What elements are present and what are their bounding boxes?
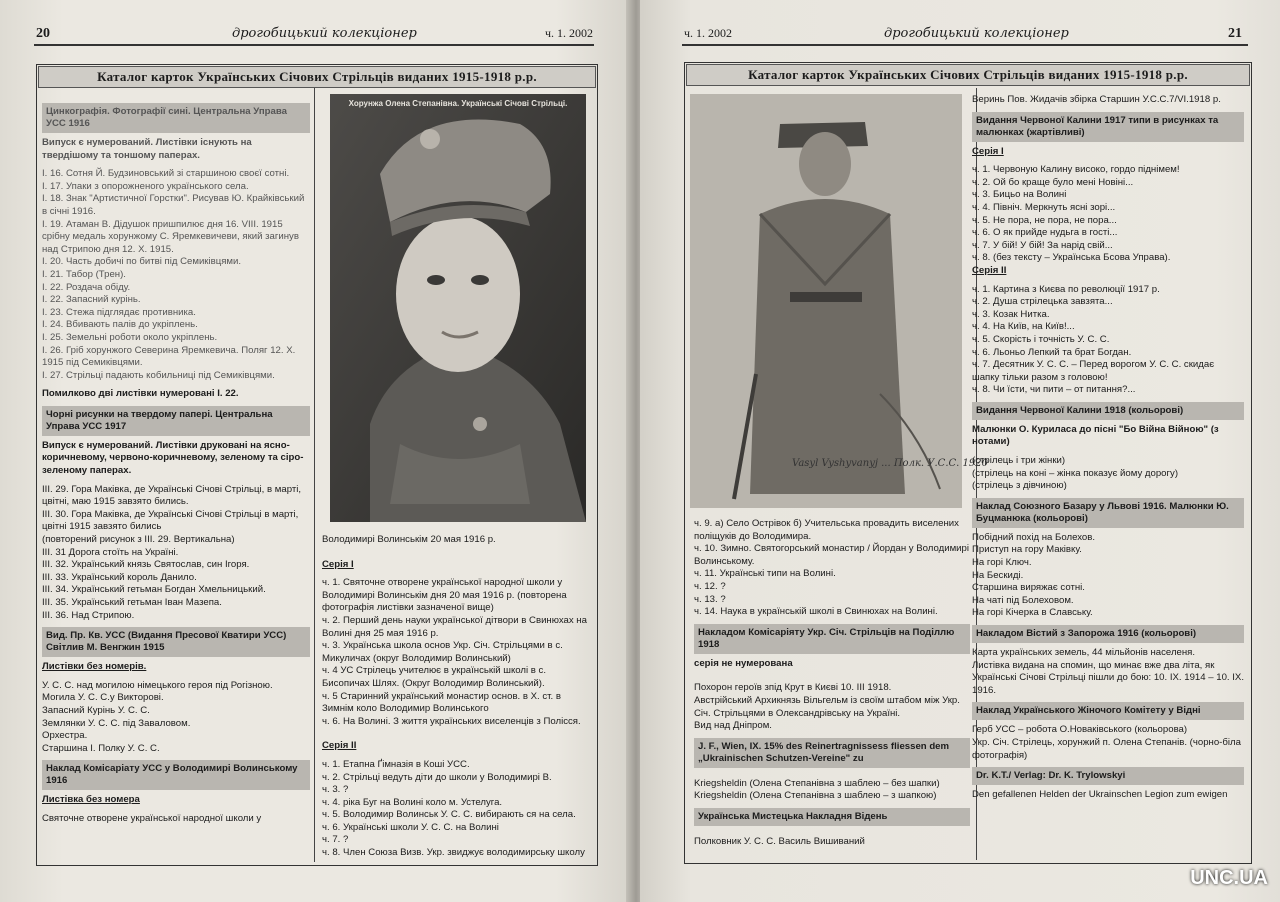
section-heading: Накладом Комісаріяту Укр. Січ. Стрільців на Поділлю 1918 [694, 624, 970, 654]
list-item: І. 22. Запасний курінь. [42, 294, 141, 306]
section-heading: Наклад Союзного Базару у Львові 1916. Малюнки Ю. Буцманюка (кольорові) [972, 498, 1244, 528]
journal-name: дрогобицький колекціонер [232, 26, 417, 41]
section-heading: Накладом Вістий з Запорожа 1916 (кольорові) [972, 625, 1244, 643]
right-column-2 [972, 94, 1244, 802]
list-item: ч. 6. Українські школи У. С. С. на Волині [322, 821, 499, 833]
issue-label: ч. 1. 2002 [545, 26, 594, 40]
list-item: Австрійський Архикнязь Вільгельм із своїм штабом між Укр. Січ. Стрільцями в Олександрівську на Україні. [694, 694, 960, 719]
subsection-label: серія не нумерована [694, 657, 793, 669]
list-item: ч. 5. Володимир Волинськ У. С. С. вибирають ся на села. [322, 809, 576, 821]
item-list [694, 682, 970, 732]
list-item: ІІІ. 31 Дорога стоїть на Україні. [42, 546, 179, 558]
list-item: І. 20. Часть добичі по битві під Семиківцями. [42, 256, 242, 268]
section-heading: Чорні рисунки на твердому папері. Центральна Управа УСС 1917 [42, 406, 310, 436]
list-item: Запасний Курінь У. С. С. [42, 704, 150, 716]
list-item: ч. 1. Картина з Києва по революції 1917 р. [972, 283, 1160, 295]
list-item: Орхестра. [42, 730, 88, 742]
series-label: Серія І [322, 558, 354, 570]
list-item: ч. 10. Зимно. Святогорський монастир / Йордан у Володимирі Волинському. [694, 543, 969, 567]
list-item: Kriegsheldin (Олена Степанівна з шаблею – без шапки) [694, 777, 940, 789]
right-column-1 [694, 518, 970, 849]
list-item: ч. 2. Стрільці ведуть діти до школи у Володимирі В. [322, 771, 552, 783]
item-list [972, 532, 1244, 620]
list-item: ч. 5 Старинний український монастир основ. в X. ст. в Зимнім коло Володимир Волинського [322, 690, 561, 715]
list-item: І. 26. Гріб хорунжого Северина Яремкевича. Поляг 12. X. 1915 під Семиківцями. [42, 344, 296, 369]
list-item: ч. 5. Не пора, не пора, не пора... [972, 214, 1117, 226]
item-list [972, 455, 1244, 493]
list-item: ч. 6. На Волині. З життя українських виселенців з Полісся. [322, 715, 581, 727]
list-item: Карта українських земель, 44 мільйонів населеня. [972, 647, 1196, 658]
list-item: На Бескиді. [972, 569, 1024, 581]
section-heading: Українська Мистецька Накладня Відень [694, 808, 970, 826]
left-page [0, 0, 632, 902]
list-item: ч. 4 УС Стрілець учителює в українській школі в с. Бисопичах Шлях. (Округ Володимир Волинський). [322, 665, 546, 689]
list-item: (повторений рисунок з ІІІ. 29. Вертикальна) [42, 534, 235, 546]
list-item: ІІІ. 32. Український князь Святослав, син Ігоря. [42, 559, 250, 571]
photo-caption: Хорунжа Олена Степанівна. Українські Січові Стрільці. [348, 99, 568, 108]
column-divider [314, 88, 315, 862]
item-list [694, 778, 970, 803]
list-item: ч. 7. У бій! У бій! За нарід свій... [972, 239, 1113, 251]
list-item: ч. 6. О як прийде нудьга в гості... [972, 227, 1118, 239]
watermark-logo: UNC.UA [1190, 867, 1268, 889]
list-item: Похорон героїв зпід Крут в Києві 10. ІІІ 1918. [694, 682, 892, 694]
issue-label: ч. 1. 2002 [684, 26, 733, 40]
subsection-label: Малюнки О. Куриласа до пісні "Бо Війна Війною" (з нотами) [972, 423, 1219, 448]
list-item: Вид над Дніпром. [694, 720, 772, 732]
lead-text: Володимирі Волинськім 20 мая 1916 р. [322, 534, 496, 545]
catalog-title: Каталог карток Українських Січових Стрільців виданих 1915-1918 р.р. [686, 64, 1250, 86]
list-item: ч. 1. Червоную Калину високо, гордо піднімем! [972, 164, 1180, 176]
item-list [972, 164, 1244, 265]
list-item: Приступ на гору Маківку. [972, 544, 1082, 556]
left-column-1 [42, 98, 310, 826]
list-item: І. 16. Сотня Й. Будзиновський зі старшиною своєї сотні. [42, 168, 290, 180]
list-item: ч. 7. Десятник У. С. С. – Перед ворогом У. С. С. скидає шапку тільки разом з головою! [972, 359, 1215, 383]
item-list [972, 724, 1244, 762]
section-heading: Dr. K.T./ Verlag: Dr. K. Trylowskyi [972, 767, 1244, 785]
section-heading: Видання Червоної Калини 1917 типи в рисунках та малюнках (жартівливі) [972, 112, 1244, 142]
photo-signature: Vasyl Vyshyvanyj ... Полк. У.С.С. 1920 [792, 458, 988, 469]
list-item: І. 19. Атаман В. Дідушок пришпилює дня 16. VIII. 1915 срібну медаль хорунжому С. Яремкевичеви, який загинув над Стрипою дня 12. X. 1915. [42, 218, 299, 255]
list-item: На чаті під Болеховом. [972, 594, 1074, 606]
list-item: ч. 3. Козак Нитка. [972, 308, 1050, 320]
item-list [322, 759, 592, 860]
page-number: 20 [36, 26, 50, 41]
list-item: Старшина І. Полку У. С. С. [42, 742, 160, 754]
list-item: І. 18. Знак "Артистичної Горстки". Рисував Ю. Крайківський в січні 1916. [42, 193, 305, 217]
list-item: (стрілець з дівчиною) [972, 480, 1067, 492]
list-item: ч. 1. Етапна Ґімназія в Коші УСС. [322, 758, 470, 770]
list-item: (стрілець на коні – жінка показує йому дорогу) [972, 467, 1179, 479]
list-item: ч. 8. Чи їсти, чи пити – от питання?... [972, 384, 1136, 396]
portrait-photo [330, 94, 586, 522]
series-label: Серія ІІ [322, 740, 357, 752]
list-item: ч. 13. ? [694, 593, 726, 605]
list-item: ч. 4. ріка Буг на Волині коло м. Устелуга. [322, 796, 503, 808]
list-item: ч. 4. Північ. Меркнуть ясні зорі... [972, 201, 1116, 213]
list-item: ІІІ. 36. Над Стрипою. [42, 609, 135, 621]
list-item: ч. 8. Член Союза Визв. Укр. звиджує володимирську школу [322, 847, 585, 859]
item-list [694, 518, 970, 619]
list-item: Могила У. С. С.у Викторові. [42, 692, 164, 704]
list-item: ч. 2. Перший день науки української дітвори в Свинюхах на Волині дня 25 мая 1916 р. [322, 614, 587, 639]
list-item: ч. 14. Наука в українській школі в Свинюхах на Волині. [694, 606, 938, 618]
list-item: ч. 7. ? [322, 834, 349, 846]
item-list [972, 284, 1244, 397]
release-note: Випуск є нумерований. Листівки друковані на ясно-коричневому, червоно-коричневому, зеленому та сіро-зеленому паперах. [42, 439, 304, 477]
list-item: Полковник У. С. С. Василь Вишиваний [694, 835, 865, 847]
list-item: Укр. Січ. Стрілець, хорунжий п. Олена Степанів. (чорно-біла фотографія) [972, 736, 1241, 761]
list-item: І. 25. Земельні роботи около укріплень. [42, 331, 218, 343]
list-item: Старшина виряжає сотні. [972, 582, 1085, 594]
subsection-label: Листівки без номерів. [42, 661, 147, 673]
list-item: Den gefallenen Helden der Ukrainschen Legion zum ewigen [972, 789, 1228, 801]
journal-name: дрогобицький колекціонер [884, 26, 1069, 41]
list-item: І. 27. Стрільці падають кобильниці під Семиківцями. [42, 369, 275, 381]
list-item: Землянки У. С. С. під Заваловом. [42, 717, 191, 729]
item-list [42, 680, 310, 756]
list-item: ч. 3. Українська школа основ Укр. Січ. Стрільцями в с. Микуличах (округ Володимир Волинський) [322, 640, 563, 664]
section-heading: Видання Червоної Калини 1918 (кольорові) [972, 402, 1244, 420]
list-item: ч. 1. Святочне отворене української народної школи у Володимирі Волинськім дня 20 мая 1916 р. (повторена фотографія листівки зазначеної вище) [322, 577, 567, 614]
list-item: ІІІ. 33. Український король Данило. [42, 571, 197, 583]
list-item: ч. 8. (без тексту – Українська Бсова Управа). [972, 252, 1171, 264]
item-list [42, 484, 310, 623]
list-item: ч. 2. Ой бо краще було мені Новіні... [972, 176, 1134, 188]
release-note: Випуск є нумерований. Листівки існують на твердішому та тоншому паперах. [42, 137, 252, 161]
left-column-2 [322, 534, 592, 860]
list-item: ІІІ. 30. Гора Маківка, де Українські Січові Стрільці в марті, цвітні 1915 завзято бились [42, 508, 299, 533]
list-item: ІІІ. 34. Український гетьман Богдан Хмельницький. [42, 584, 266, 596]
list-item: ч. 11. Українські типи на Волині. [694, 568, 836, 580]
list-item: ч. 9. а) Село Острівок б) Учительська провадить виселених поліщуків до Володимира. [694, 518, 959, 542]
item-list [42, 168, 310, 382]
list-item: ІІІ. 29. Гора Маківка, де Українські Січові Стрільці, в марті, цвітні, маю 1915 завзято бились. [42, 483, 302, 508]
subsection-label: Листівка без номера [42, 794, 140, 806]
list-item: Kriegsheldin (Олена Степанівна з шаблею – з шапкою) [694, 790, 937, 802]
list-item: ІІІ. 35. Український гетьман Іван Мазепа. [42, 597, 222, 608]
list-item: На горі Кічерка в Славську. [972, 607, 1093, 619]
section-heading: Вид. Пр. Кв. УСС (Видання Пресової Кватири УСС) Світлив М. Венгжин 1915 [42, 627, 310, 657]
right-page [640, 0, 1280, 902]
list-item: На горі Ключ. [972, 557, 1032, 569]
list-item: ч. 2. Душа стрілецька завзята... [972, 296, 1113, 308]
list-item: І. 21. Табор (Трен). [42, 268, 126, 280]
list-item: (стрілець і три жінки) [972, 455, 1066, 467]
list-item: Побідний похід на Болехов. [972, 531, 1095, 543]
series-label: Серія ІІ [972, 264, 1007, 276]
list-item: ч. 6. Льоньо Лепкий та брат Богдан. [972, 346, 1132, 358]
item-list [322, 577, 592, 728]
list-item: Святочне отворене української народної школи у [42, 812, 262, 824]
list-item: ч. 12. ? [694, 580, 726, 592]
list-item: І. 17. Упаки з опорожненого українського села. [42, 180, 249, 192]
header-rule [34, 44, 594, 46]
section-heading: Цинкографія. Фотографії сині. Центральна Управа УСС 1916 [42, 103, 310, 133]
catalog-title: Каталог карток Українських Січових Стрільців виданих 1915-1918 р.р. [38, 66, 596, 88]
note-text: Помилково дві листівки нумеровані І. 22. [42, 388, 239, 400]
list-item: ч. 4. На Київ, на Київ!... [972, 321, 1075, 333]
list-item: Герб УСС – робота О.Новаківського (кольорова) [972, 724, 1188, 736]
list-item: У. С. С. над могилою німецького героя під Рогізною. [42, 679, 273, 691]
list-item: ч. 5. Скорість і точність У. С. С. [972, 333, 1110, 345]
list-item: ч. 3. Бицьо на Волині [972, 189, 1067, 201]
list-item: І. 23. Стежа підглядає противника. [42, 306, 196, 318]
list-item: І. 22. Роздача обіду. [42, 281, 131, 293]
section-heading: Наклад Українського Жіночого Комітету у Відні [972, 702, 1244, 720]
series-label: Серія І [972, 145, 1004, 157]
header-rule [682, 44, 1248, 46]
item-list [972, 647, 1244, 697]
list-item: ч. 3. ? [322, 784, 349, 796]
list-item: Листівка видана на спомин, що минає вже два літа, як Українські Січові Стрільці пішли до бою: 10. IX. 1914 – 10. IX. 1916. [972, 659, 1244, 696]
lead-text: Веринь Пов. Жидачів збірка Старшин У.С.С.7/VI.1918 р. [972, 94, 1221, 105]
section-heading: J. F., Wien, IX. 15% des Reinertragnissess fliessen dem „Ukrainischen Schutzen-Vereine" zu [694, 738, 970, 768]
portrait-illustration [330, 94, 586, 522]
page-number: 21 [1228, 26, 1242, 41]
list-item: І. 24. Вбивають палів до укріплень. [42, 319, 198, 331]
section-heading: Наклад Комісаріату УСС у Володимирі Волинському 1916 [42, 760, 310, 790]
